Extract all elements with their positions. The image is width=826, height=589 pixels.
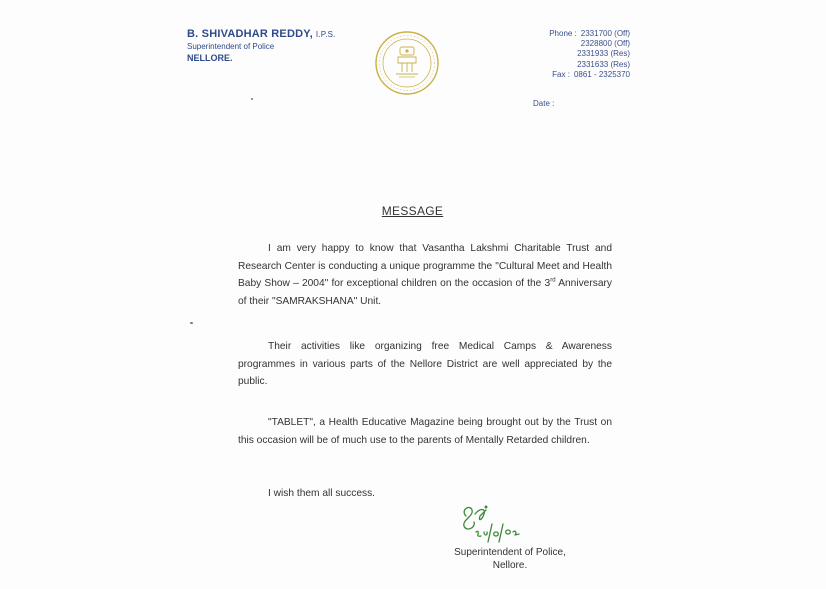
paragraph-3: "TABLET", a Health Educative Magazine being brought out by the Trust on this occasion will be of much use to the parents of Mentally Retarded children. xyxy=(238,417,612,446)
contact-row: 2331933 (Res) xyxy=(577,49,630,59)
contact-row: Phone : 2331700 (Off) xyxy=(549,29,630,38)
message-heading-text: MESSAGE xyxy=(381,204,444,218)
sign-off-block xyxy=(440,546,580,572)
scan-speck xyxy=(190,322,193,324)
paragraph-2: Their activities like organizing free Medical Camps & Awareness programmes in various parts of the Nellore District are well appreciated by the public. xyxy=(238,341,612,387)
sender-name-line xyxy=(187,28,336,42)
sender-place: NELLORE. xyxy=(187,52,233,63)
message-heading xyxy=(0,202,826,220)
sender-designation: Superintendent of Police xyxy=(187,41,275,51)
paragraph-4: I wish them all success. xyxy=(268,488,376,499)
sign-off-designation: Superintendent of Police, xyxy=(454,547,566,558)
handwritten-signature-icon xyxy=(456,502,536,548)
contact-row: 2331633 (Res) xyxy=(577,59,630,69)
state-emblem-seal-icon xyxy=(374,30,440,96)
paragraph-1: I am very happy to know that Vasantha Lakshmi Charitable Trust and Research Center is conducting a unique programme the "Cultural Meet and Health Baby Show – 2004" for exceptional children on the occasion of the 3rd Anniversary of their "SAMRAKSHANA" Unit. xyxy=(238,243,612,307)
sender-name: B. SHIVADHAR REDDY, xyxy=(187,28,313,40)
scan-speck xyxy=(251,98,253,100)
contact-row: 2328800 (Off) xyxy=(580,39,630,49)
contact-block xyxy=(520,29,630,80)
contact-row: Fax : 0861 - 2325370 xyxy=(552,69,630,79)
sender-suffix: I.P.S. xyxy=(315,30,336,39)
date-label: Date : xyxy=(533,99,555,108)
sign-off-place: Nellore. xyxy=(492,560,528,571)
letterhead-sender xyxy=(187,28,336,64)
